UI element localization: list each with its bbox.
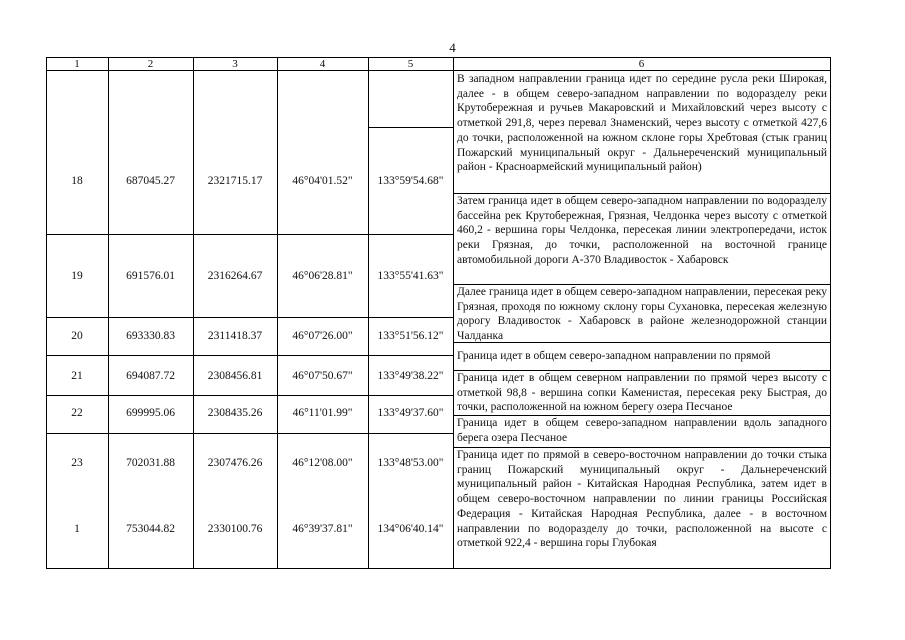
col-divider <box>108 57 109 569</box>
longitude: 133°55'41.63" <box>377 270 444 282</box>
point-number: 22 <box>71 407 83 419</box>
longitude: 133°51'56.12" <box>377 330 444 342</box>
boundary-description: Граница идет в общем северо-западном направлении вдоль западного берега озера Песчаное <box>457 417 827 444</box>
col-divider <box>277 57 278 569</box>
col-divider <box>453 57 454 569</box>
col-divider <box>193 57 194 569</box>
col-divider <box>368 57 369 569</box>
header-divider <box>46 70 831 71</box>
point-number: 23 <box>71 457 83 469</box>
boundary-description: Затем граница идет в общем северо-западном направлении по водоразделу бассейна рек Крутобережная, Грязная, Челдонка через высоту с отметкой 460,2 - вершина горы Челдонка, пересекая линии электропередачи, исток реки Грязная, до точки, расположенной на восточной границе автомобильной дороги А-370 Владивосток - Хабаровск <box>457 195 827 266</box>
latitude: 46°07'26.00" <box>292 330 353 342</box>
header-cell: 2 <box>147 58 154 70</box>
header-cell: 4 <box>319 58 326 70</box>
boundary-description: В западном направлении граница идет по середине русла реки Широкая, далее - в общем северо-западном направлении по водоразделу реки Крутобережная и ручьев Макаровский и Михайловский через высоту с отметкой 291,8, через перевал Знаменский, через высоту с отметкой 427,6 до точки, расположенной на южном склоне горы Хребтовая (стык границ Пожарский муниципальный округ - Дальнереченский муниципальный район - Красноармейский муниципальный район) <box>457 73 827 174</box>
coord-x: 694087.72 <box>126 370 175 382</box>
coord-x: 687045.27 <box>126 175 175 187</box>
latitude: 46°12'08.00" <box>292 457 353 469</box>
point-number: 19 <box>71 270 83 282</box>
table-border-bottom <box>46 568 831 569</box>
header-cell: 1 <box>74 58 80 70</box>
boundary-description: Далее граница идет в общем северо-западном направлении, пересекая реку Грязная, проходя по южному склону горы Сухановка, пересекая железную дорогу Владивосток - Хабаровск в районе железнодорожной станции Чалданка <box>457 286 827 342</box>
boundary-description: Граница идет в общем северном направлении по прямой через высоту с отметкой 98,8 - вершина сопки Каменистая, пересекая реку Быстрая, до точки, расположенной на южном берегу озера Песчаное <box>457 372 827 414</box>
longitude: 133°49'37.60" <box>377 407 444 419</box>
point-number: 20 <box>71 330 83 342</box>
row-divider <box>46 433 453 434</box>
row-divider <box>46 234 453 235</box>
boundary-description: Граница идет по прямой в северо-восточном направлении до точки стыка границ Пожарский муниципальный округ - Дальнереченский муниципальный район - Китайская Народная Республика, затем идет в общем северо-восточном направлении по линии границы Российская Федерация - Китайская Народная Республика, далее - в восточном направлении по водоразделу до точки, расположенной на высоте с отметкой 922,4 - вершина горы Глубокая <box>457 449 827 550</box>
latitude: 46°39'37.81" <box>292 523 353 535</box>
coord-y: 2321715.17 <box>207 175 263 187</box>
col-divider <box>830 57 831 569</box>
coord-x: 699995.06 <box>126 407 175 419</box>
coord-y: 2308456.81 <box>207 370 263 382</box>
coord-x: 702031.88 <box>126 457 175 469</box>
coord-y: 2330100.76 <box>207 523 263 535</box>
coord-y: 2311418.37 <box>207 330 263 342</box>
longitude: 134°06'40.14" <box>377 523 444 535</box>
latitude: 46°06'28.81" <box>292 270 353 282</box>
coord-y: 2308435.26 <box>207 407 263 419</box>
coord-y: 2316264.67 <box>207 270 263 282</box>
row-divider <box>46 355 453 356</box>
desc-divider <box>453 342 830 343</box>
coord-x: 691576.01 <box>126 270 175 282</box>
latitude: 46°04'01.52" <box>292 175 353 187</box>
row-divider <box>368 127 453 128</box>
point-number: 1 <box>74 523 80 535</box>
page-number: 4 <box>449 40 456 55</box>
longitude: 133°59'54.68" <box>377 175 444 187</box>
row-divider <box>46 395 453 396</box>
coord-y: 2307476.26 <box>207 457 263 469</box>
longitude: 133°48'53.00" <box>377 457 444 469</box>
row-divider <box>46 317 453 318</box>
header-cell: 3 <box>232 58 238 70</box>
boundary-description: Граница идет в общем северо-западном направлении по прямой <box>457 350 771 362</box>
latitude: 46°07'50.67" <box>292 370 353 382</box>
header-cell: 6 <box>638 58 645 70</box>
header-cell: 5 <box>407 58 414 70</box>
longitude: 133°49'38.22" <box>377 370 444 382</box>
coord-x: 753044.82 <box>126 523 175 535</box>
latitude: 46°11'01.99" <box>292 407 353 419</box>
col-divider <box>46 57 47 569</box>
point-number: 21 <box>71 370 83 382</box>
coord-x: 693330.83 <box>126 330 175 342</box>
point-number: 18 <box>71 175 83 187</box>
